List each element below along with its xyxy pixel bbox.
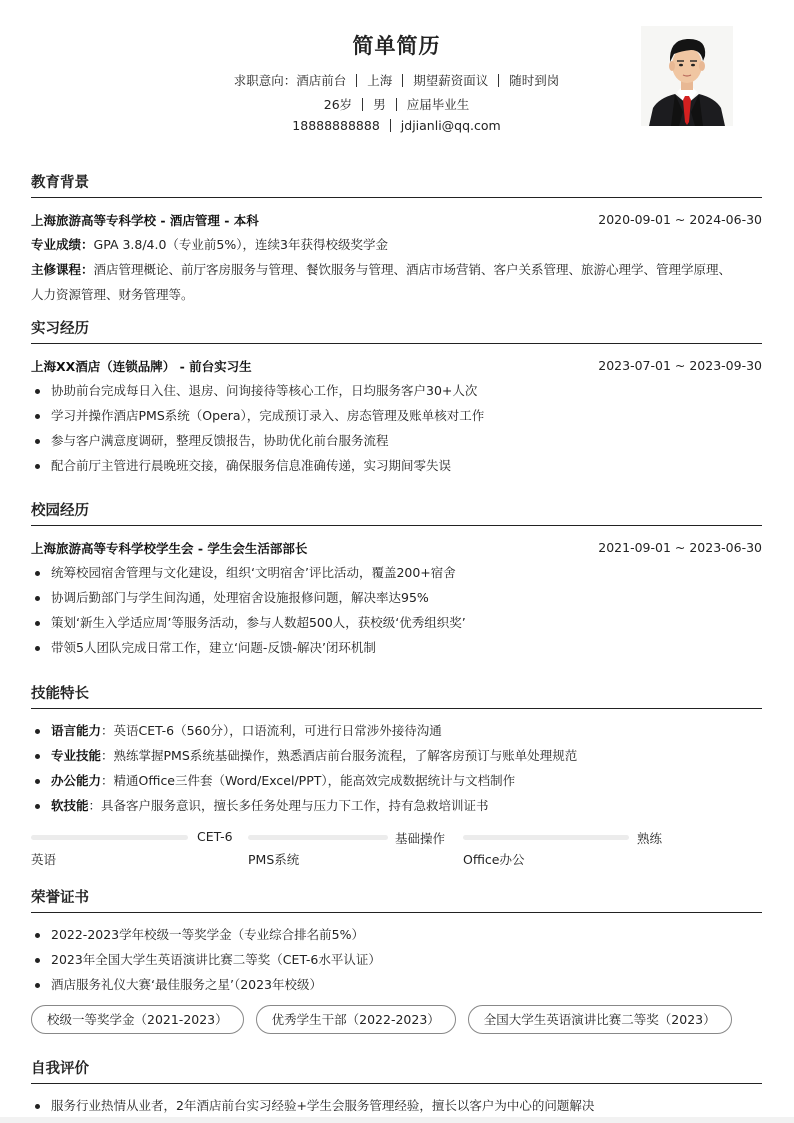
- skill-label: 办公能力: [51, 773, 102, 788]
- section-title: 自我评价: [31, 1061, 89, 1077]
- section-internship: [31, 318, 762, 478]
- section-divider: [31, 1083, 762, 1084]
- skill-name: 英语: [31, 852, 57, 867]
- skill-text: ：熟练掌握PMS系统基础操作，熟悉酒店前台服务流程，了解客房预订与账单处理规范: [101, 748, 578, 763]
- divider: [362, 98, 363, 111]
- section-title: 教育背景: [31, 175, 89, 191]
- list-item: 学习并操作酒店PMS系统（Opera），完成预订录入、房态管理及账单核对工作: [31, 403, 762, 428]
- section-title: 实习经历: [31, 321, 89, 337]
- list-item: [31, 768, 762, 793]
- divider: [390, 119, 391, 132]
- skill-name: Office办公: [463, 852, 525, 867]
- skill-level: 基础操作: [395, 831, 446, 846]
- self-eval-list: [31, 1093, 762, 1118]
- section-title: 校园经历: [31, 503, 89, 519]
- section-divider: [31, 708, 762, 709]
- list-item: 策划‘新生入学适应周’等服务活动，参与人数超500人，获校级‘优秀组织奖’: [31, 610, 762, 635]
- list-item: 带领5人团队完成日常工作，建立‘问题-反馈-解决’闭环机制: [31, 635, 762, 660]
- courses-value: 酒店管理概论、前厅客房服务与管理、餐饮服务与管理、酒店市场营销、客户关系管理、旅游心理学、管理学原理、: [93, 262, 732, 277]
- education-date: 2020-09-01 ~ 2024-06-30: [598, 212, 762, 227]
- availability: 随时到岗: [509, 73, 560, 88]
- skill-text: ：精通Office三件套（Word/Excel/PPT），能高效完成数据统计与文档制作: [101, 773, 516, 788]
- skill-track: [463, 835, 629, 840]
- courses-label: 主修课程：: [31, 262, 94, 277]
- gpa-line: [31, 232, 762, 257]
- internship-heading-row: [31, 353, 762, 378]
- age: 26岁: [323, 97, 353, 112]
- location: 上海: [367, 73, 393, 88]
- section-education: [31, 172, 762, 307]
- divider: [356, 74, 357, 87]
- skill-name: PMS系统: [248, 852, 300, 867]
- campus-heading-row: [31, 535, 762, 560]
- skill-label: 专业技能: [51, 748, 102, 763]
- email: jdjianli@qq.com: [400, 118, 501, 133]
- list-item: 协助前台完成每日入住、退房、问询接待等核心工作，日均服务客户30+人次: [31, 378, 762, 403]
- courses-line: [31, 257, 762, 282]
- section-skills: [31, 683, 762, 818]
- section-divider: [31, 525, 762, 526]
- divider: [402, 74, 403, 87]
- honors-list: [31, 922, 762, 997]
- list-item: 配合前厅主管进行晨晚班交接，确保服务信息准确传递，实习期间零失误: [31, 453, 762, 478]
- gpa-value: GPA 3.8/4.0（专业前5%），连续3年获得校级奖学金: [93, 237, 388, 252]
- honor-tag: 全国大学生英语演讲比赛二等奖（2023）: [468, 1005, 732, 1034]
- list-item: 参与客户满意度调研，整理反馈报告，协助优化前台服务流程: [31, 428, 762, 453]
- section-self-evaluation: [31, 1058, 762, 1118]
- gender: 男: [373, 97, 386, 112]
- section-divider: [31, 343, 762, 344]
- skill-level: 熟练: [637, 831, 663, 846]
- skills-list: [31, 718, 762, 818]
- job-intent: 求职意向：酒店前台: [233, 73, 347, 88]
- section-title: 技能特长: [31, 686, 89, 702]
- divider: [498, 74, 499, 87]
- resume-title: 简单简历: [352, 34, 441, 58]
- list-item: [31, 718, 762, 743]
- gpa-label: 专业成绩：: [31, 237, 94, 252]
- campus-heading: 上海旅游高等专科学校学生会 - 学生会生活部部长: [31, 540, 308, 556]
- education-heading-row: [31, 207, 762, 232]
- skill-track: [248, 835, 388, 840]
- list-item: 服务行业热情从业者，2年酒店前台实习经验+学生会服务管理经验，擅长以客户为中心的问题解决: [31, 1093, 762, 1118]
- avatar: [641, 26, 733, 126]
- list-item: [31, 793, 762, 818]
- skill-label: 软技能: [51, 798, 89, 813]
- skill-text: ：具备客户服务意识，擅长多任务处理与压力下工作，持有急救培训证书: [88, 798, 489, 813]
- status: 应届毕业生: [406, 97, 470, 112]
- list-item: 2022-2023学年校级一等奖学金（专业综合排名前5%）: [31, 922, 762, 947]
- skill-text: ：英语CET-6（560分），口语流利，可进行日常涉外接待沟通: [101, 723, 442, 738]
- resume-header: [31, 0, 762, 160]
- profile-photo-icon: [641, 26, 733, 126]
- section-divider: [31, 912, 762, 913]
- skill-bars: [31, 829, 762, 869]
- phone: 18888888888: [292, 118, 380, 133]
- courses-line-2: 人力资源管理、财务管理等。: [31, 287, 194, 302]
- section-title: 荣誉证书: [31, 890, 89, 906]
- list-item: [31, 743, 762, 768]
- skill-track: [31, 835, 188, 840]
- section-campus: [31, 500, 762, 660]
- honor-tag: 优秀学生干部（2022-2023）: [256, 1005, 456, 1034]
- list-item: 协调后勤部门与学生间沟通，处理宿舍设施报修问题，解决率达95%: [31, 585, 762, 610]
- internship-list: [31, 378, 762, 478]
- divider: [396, 98, 397, 111]
- campus-list: [31, 560, 762, 660]
- list-item: 酒店服务礼仪大赛‘最佳服务之星’（2023年校级）: [31, 972, 762, 997]
- skill-level: CET-6: [197, 829, 233, 844]
- campus-date: 2021-09-01 ~ 2023-06-30: [598, 540, 762, 555]
- honor-tags: [31, 1005, 732, 1034]
- internship-heading: 上海XX酒店（连锁品牌） - 前台实习生: [31, 358, 252, 374]
- list-item: 2023年全国大学生英语演讲比赛二等奖（CET-6水平认证）: [31, 947, 762, 972]
- section-divider: [31, 197, 762, 198]
- internship-date: 2023-07-01 ~ 2023-09-30: [598, 358, 762, 373]
- education-heading: 上海旅游高等专科学校 - 酒店管理 - 本科: [31, 212, 259, 228]
- salary: 期望薪资面议: [413, 73, 489, 88]
- section-honors: [31, 887, 762, 997]
- honor-tag: 校级一等奖学金（2021-2023）: [31, 1005, 244, 1034]
- list-item: 统筹校园宿舍管理与文化建设，组织‘文明宿舍’评比活动，覆盖200+宿舍: [31, 560, 762, 585]
- skill-label: 语言能力: [51, 723, 102, 738]
